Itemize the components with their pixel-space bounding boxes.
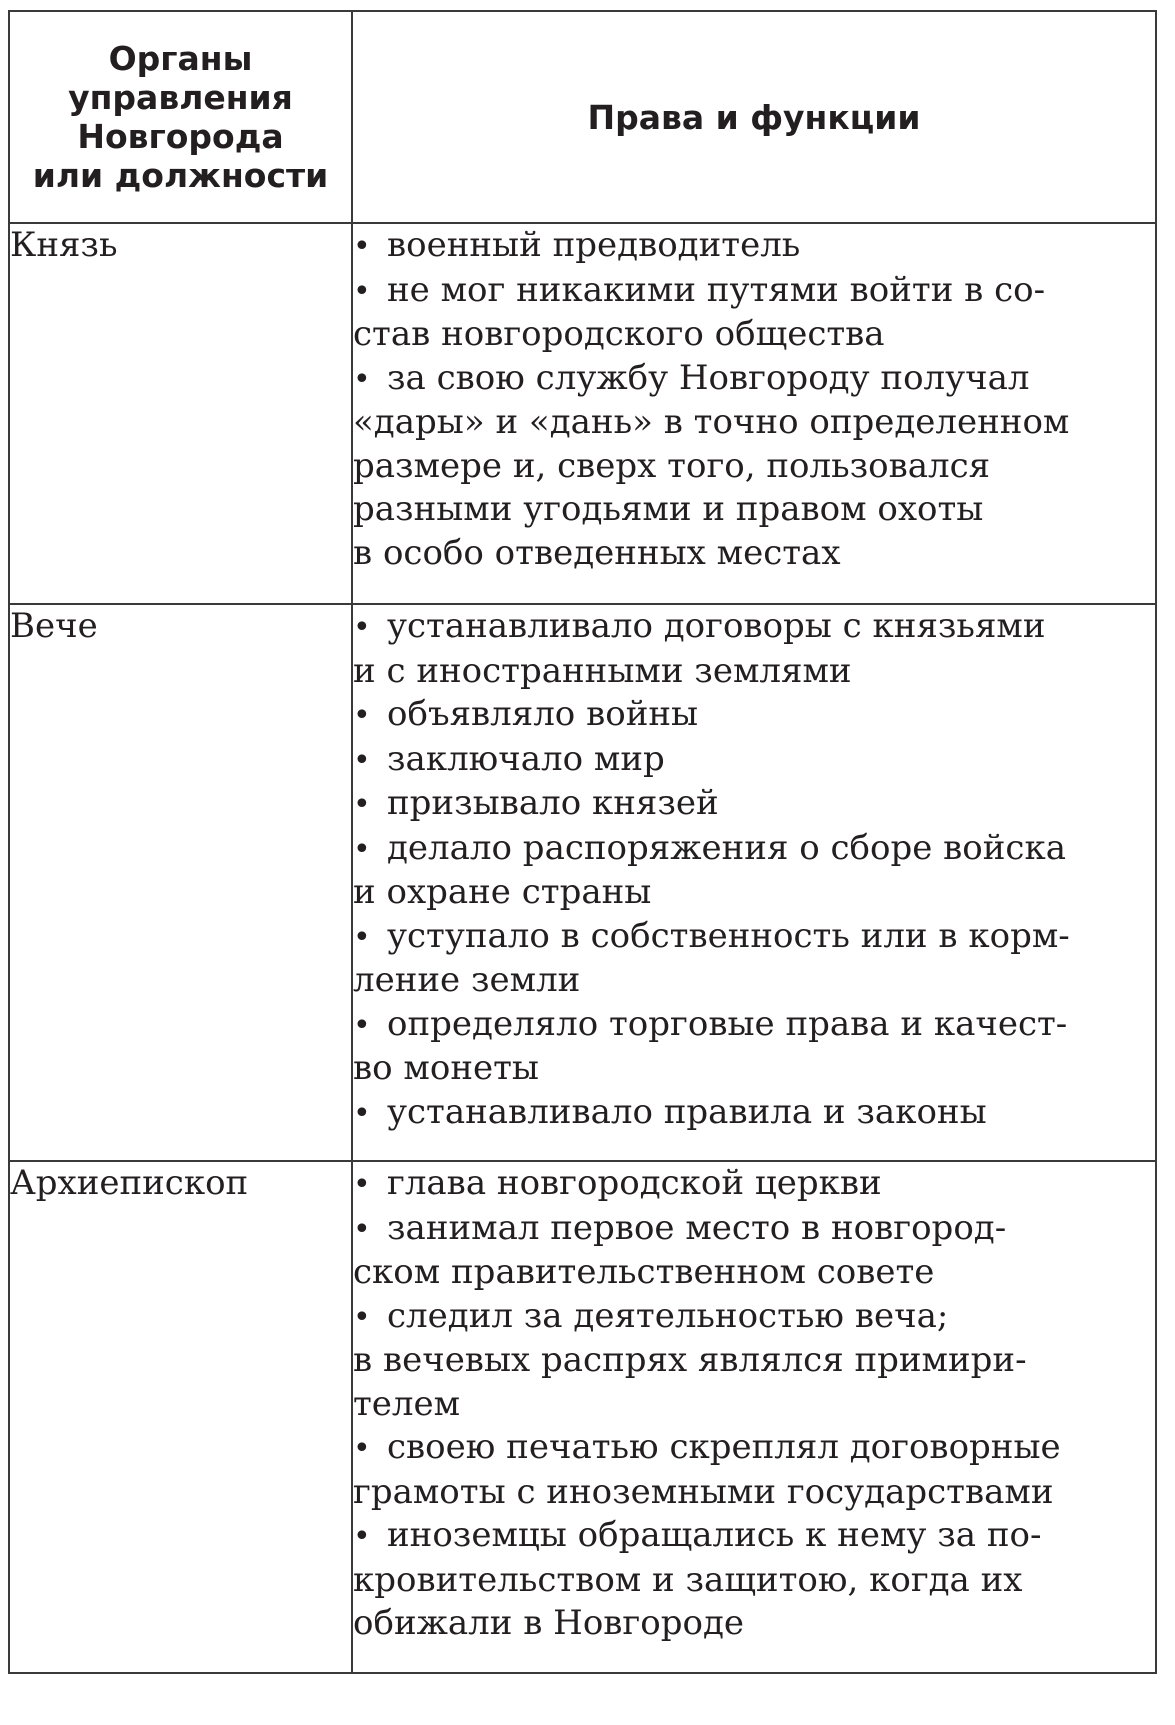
novgorod-government-table bbox=[8, 10, 1157, 1674]
function-item-continuation: размере и, сверх того, пользовался bbox=[353, 445, 991, 486]
functions-list bbox=[352, 1161, 1156, 1673]
function-item-continuation: кровительством и защитою, когда их bbox=[353, 1559, 1023, 1600]
function-item: • делало распоряжения о сборе войска bbox=[353, 827, 1155, 872]
function-item-continuation: став новгородского общества bbox=[353, 314, 885, 354]
function-item-continuation: телем bbox=[353, 1383, 461, 1424]
table-row bbox=[9, 1161, 1156, 1673]
function-item-continuation: «дары» и «дань» в точно определенном bbox=[353, 402, 1070, 442]
functions-list bbox=[352, 223, 1156, 604]
function-item-continuation: разными угодьями и правом охоты bbox=[353, 489, 984, 529]
header-organs-line: или должности bbox=[32, 156, 329, 195]
function-item-continuation: обижали в Новгороде bbox=[353, 1603, 744, 1643]
function-item-continuation: во монеты bbox=[353, 1048, 539, 1088]
function-item-continuation: грамоты с иноземными государствами bbox=[353, 1471, 1054, 1512]
function-item-continuation: в вечевых распрях являлся примири- bbox=[353, 1340, 1027, 1380]
function-item: • не мог никакими путями войти в со- bbox=[353, 269, 1155, 314]
function-item: • устанавливало правила и законы bbox=[353, 1091, 1155, 1136]
function-item-continuation: ление земли bbox=[353, 960, 581, 1000]
header-organs bbox=[9, 11, 352, 223]
organ-name: Князь bbox=[9, 223, 352, 604]
function-item: • заключало мир bbox=[353, 738, 1155, 783]
organ-name: Архиепископ bbox=[9, 1161, 352, 1673]
function-item: • определяло торговые права и качест- bbox=[353, 1003, 1155, 1048]
table-row bbox=[9, 223, 1156, 604]
function-item: • своею печатью скреплял договорные bbox=[353, 1426, 1155, 1471]
function-item: • глава новгородской церкви bbox=[353, 1162, 1155, 1207]
function-item: • за свою службу Новгороду получал bbox=[353, 357, 1155, 402]
function-item: • призывало князей bbox=[353, 782, 1155, 827]
functions-list bbox=[352, 604, 1156, 1161]
function-item: • следил за деятельностью веча; bbox=[353, 1295, 1155, 1340]
function-item: • иноземцы обращались к нему за по- bbox=[353, 1514, 1155, 1559]
function-item: • уступало в собственность или в корм- bbox=[353, 915, 1155, 960]
function-item-continuation: и с иностранными землями bbox=[353, 650, 852, 691]
function-item: • объявляло войны bbox=[353, 693, 1155, 738]
header-functions: Права и функции bbox=[352, 11, 1156, 223]
table-header-row bbox=[9, 11, 1156, 223]
header-organs-line: Новгорода bbox=[77, 117, 284, 156]
function-item-continuation: в особо отведенных местах bbox=[353, 532, 841, 573]
header-organs-line: управления bbox=[68, 78, 293, 117]
organ-name: Вече bbox=[9, 604, 352, 1161]
function-item: • занимал первое место в новгород- bbox=[353, 1207, 1155, 1252]
function-item: • устанавливало договоры с князьями bbox=[353, 605, 1155, 650]
header-organs-line: Органы bbox=[108, 39, 253, 78]
function-item: • военный предводитель bbox=[353, 224, 1155, 269]
table-row bbox=[9, 604, 1156, 1161]
function-item-continuation: и охране страны bbox=[353, 872, 652, 912]
function-item-continuation: ском правительственном совете bbox=[353, 1252, 935, 1292]
